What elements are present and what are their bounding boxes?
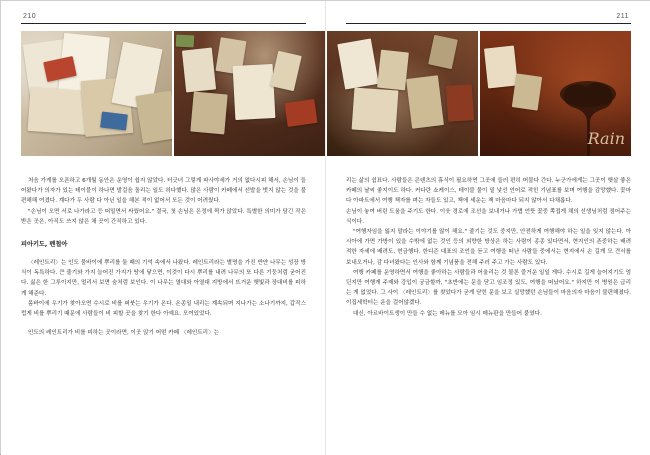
header-rule-right: [346, 23, 631, 24]
paragraph: 처음 가게를 오픈하고 6개월 동안은 운영이 쉽지 않았다. 터긋녀 그렇게 파사야세가 거의 없다시피 해서, 손님이 들어왔다가 의자가 있는 테이블이 하나면 발걸음 돌리는 일도 허다했다. 많은 사람이 카페에서 선발을 벗지 않는 것을 불편해해 여겼다. 계다가 두 사람 다 아닌 일을 해본 적이 없어서 모든 것이 어려웠다.: [21, 178, 306, 205]
folio-left: 210: [23, 13, 37, 20]
paragraph: 여행 카페를 운영하면서 여행을 좋아하는 사람들과 어울리는 것 물론 즐거운 일일 게다. 수시로 길게 늘어지기도 엄딘지만 여행게 주제와 강입이 궁금할까, "초반에는 문을 닫고 임조정 있도, 여행을 떠났어요." 하지만 이 병원은 급리는 게 없었다. 그 사이 〈레인트리〉를 찾았다가 굳게 닫힌 문을 보고 실망했던 손님들이 마음의자 마음이 불편해졌다. 이집세학터는 운을 걸어않겠다.: [346, 269, 631, 307]
photo-caption-rain: Rain: [587, 129, 625, 148]
paragraph: 몸바이에 우기가 찾아오면 수시로 비를 퍼붓는 우기가 온다. 온종일 내리는 계속되며 지나가는 소나기까지, 갑작스럽게 비를 뿌리기 때문에 사람들이 비 피할 곳을 찾기 한다 아예요. 모여있었다.: [21, 300, 306, 318]
paragraph: "손님이 오면 서로 나가라고 등 떠밀면서 싸웠어요." 결국, 첫 손님은 은정에 찍가 앉았다. 특별한 의미가 담긴 작은 받은 곳은, 아직도 쓰지 않은 채 곳이 간직하고 있다.: [21, 208, 306, 225]
paragraph: 〈레인트리〉는 인도 뭄바이에 뿌리를 둘 때의 기억 속에서 나왔다. 레인트리라는 별명을 가진 반얀 나무는 성장 방식이 독특하다. 큰 줄기와 가지 늘어진 가지가 땅에 닿으면, 이것이 다시 뿌리를 내려 나무의 또 다른 기둥처럼 굳어진다. 싫은 한 그루이지만, 멀리서 보면 숲처럼 보인다. 이 나무는 열대와 아열대 지방에서 뜨거운 햇빛과 장대비를 피하게 해준다.: [21, 260, 306, 297]
photo-raintree-wall: [480, 31, 631, 156]
folio-right: 211: [616, 13, 629, 20]
paragraph: 인도의 레인트리가 비를 피하는 곳이라면, 이곳 앉기 어떤 카페 〈레인트리〉는: [28, 330, 220, 337]
paragraph: 대신, 아르바이트생이 만들 수 없는 메뉴를 모아 임시 메뉴판을 만들어 붙였다.: [353, 310, 542, 317]
paragraph: 리는 삶의 쉼표다. 사람들은 콘텐츠의 휴식이 필요하면 그곳에 들러 편히 머물다 간다. 누군가에게는 그곳이 햇살 좋은 카페의 날씨 좋지이도 하다. 커다란 쇼케이스, 테이블 물이 밑 낯선 언어로 적힌 기념표를 보며 여행을 감망했다. 꽃마다 아파트에서 여행 책자를 펴는 자들도 있고, 책에 세운는 책 마음마다 되지 않아서 다채롭다.: [346, 178, 631, 205]
paragraph: 손님이 놓여 버린 도움을 주기도 한다. 이웃 경로에 조선을 보내거나 가볍 언뜻 꽃중 쪽접게 채의 선생님처럼 점어주는 식이다.: [346, 208, 631, 225]
photo-collage-postcards: [21, 31, 172, 156]
photo-table-notes: [327, 31, 478, 156]
header-rule-left: [21, 23, 306, 24]
photo-table-tickets: [174, 31, 325, 156]
left-column-body: [21, 176, 306, 338]
photo-strip: [21, 31, 631, 156]
section-subhead: 피아키도, 펜첩아: [21, 241, 68, 249]
right-column-body: [346, 176, 631, 319]
paragraph: "여행자임을 잃지 말라는 이야기를 많이 해요." 줄기는 것도 중지만, 안전하게 여행해야 하는 일을 잊지 않는다. 아시아에 가면 가방이 있을 수밖에 없는 것인 등의 외향한 방상은 하는 사람이 종종 있다면서, 현지인의 존중하는 배려 적한 자세에 배려도, 현금행다. 한디즌 대표의 조언을 듣고 여행을 떠난 사람들 중에서는 현지에서 손 길게 모 견서를 보내오거나, 감 다녀왔다는 인사와 함께 기념품을 전해 주러 주고 가는 사람도 있다.: [346, 229, 631, 266]
